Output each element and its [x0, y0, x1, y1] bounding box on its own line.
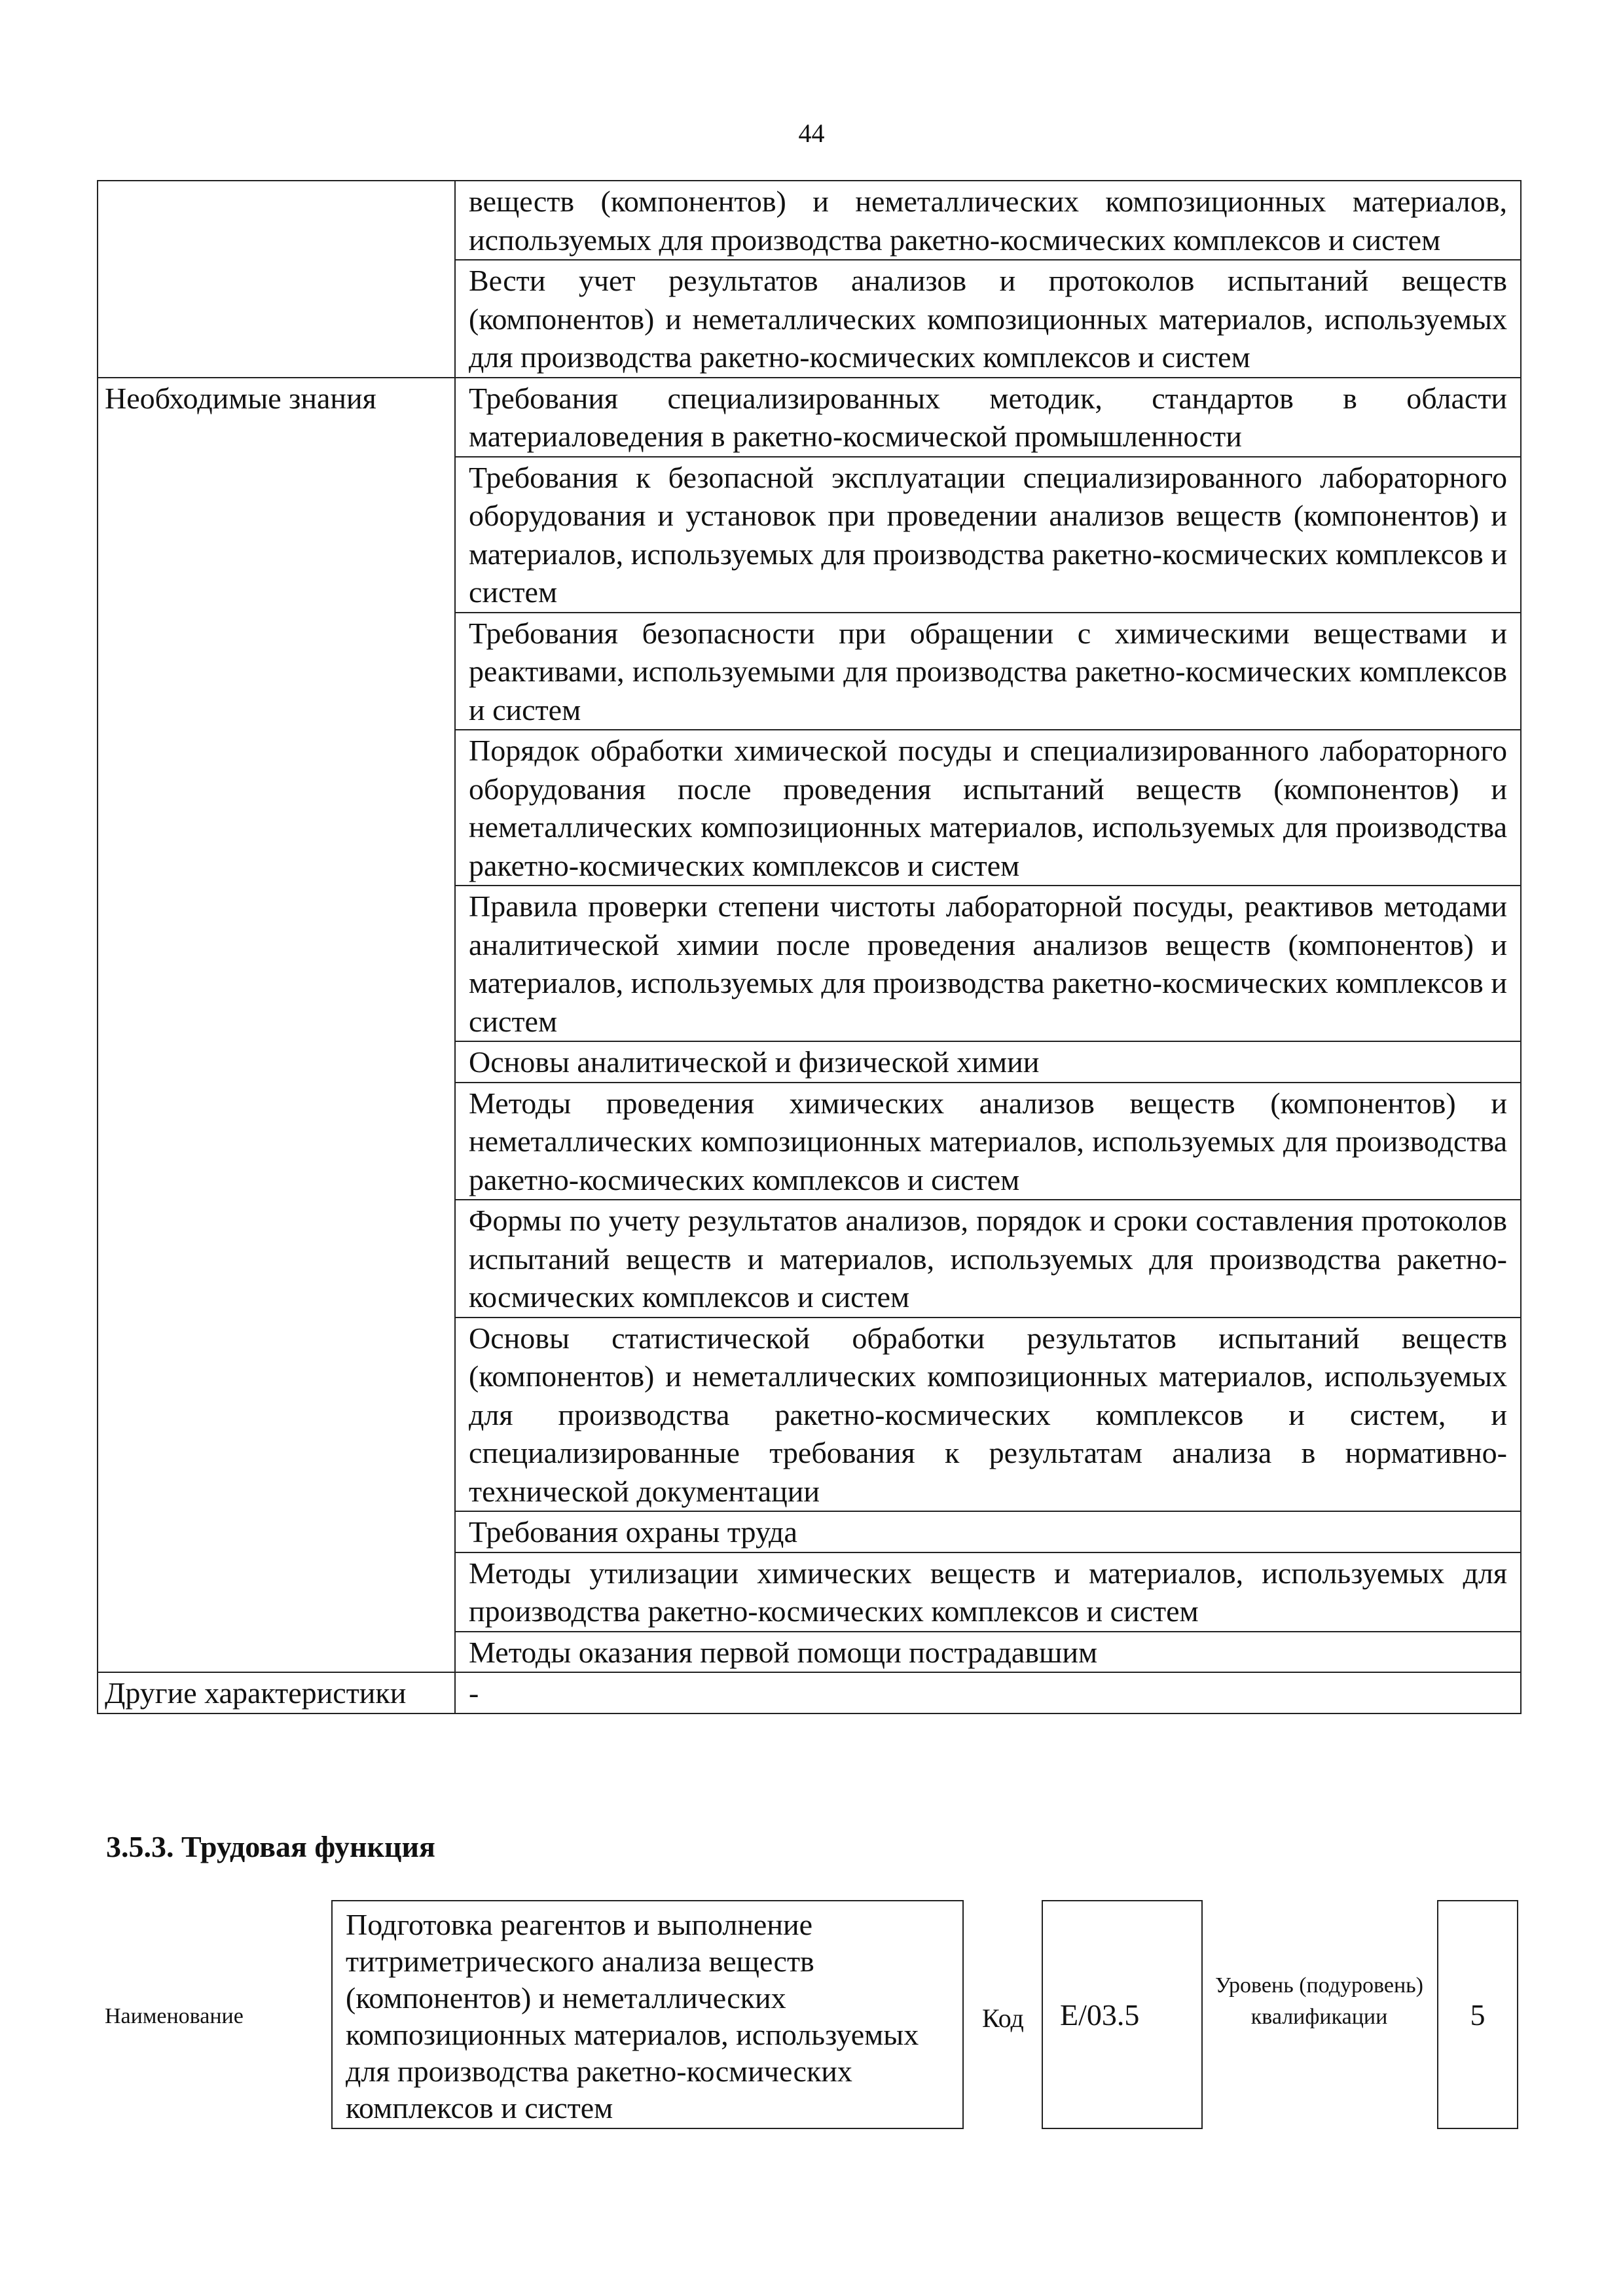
page-number: 44 [798, 118, 825, 148]
row-text: Порядок обработки химической посуды и специализированного лабораторного оборудования после проведения испытаний веществ (компонентов) и неметаллических композиционных материалов, используемых для производства ракетно-космических комплексов и систем [455, 730, 1521, 886]
row-text: Основы статистической обработки результатов испытаний веществ (компонентов) и неметаллических композиционных материалов, используемых для производства ракетно-космических комплексов и систем, и специализированные требования к результатам анализа в нормативно-технической документации [455, 1318, 1521, 1512]
knowledge-table [97, 180, 1522, 1714]
section-heading: 3.5.3. Трудовая функция [106, 1830, 435, 1863]
row-text: Требования специализированных методик, стандартов в области материаловедения в ракетно-космической промышленности [455, 378, 1521, 457]
function-code-box: E/03.5 [1042, 1900, 1203, 2129]
qualification-level-label: Уровень (подуровень) квалификации [1214, 1973, 1424, 2029]
row-text: Методы оказания первой помощи пострадавшим [455, 1632, 1521, 1673]
required-knowledge-label: Необходимые знания [98, 378, 455, 1673]
code-label: Код [982, 2003, 1024, 2033]
row-text: Вести учет результатов анализов и протоколов испытаний веществ (компонентов) и неметаллических композиционных материалов, используемых для производства ракетно-космических комплексов и систем [455, 260, 1521, 378]
function-name-box: Подготовка реагентов и выполнение титриметрического анализа веществ (компонентов) и неметаллических композиционных материалов, используемых для производства ракетно-космических комплексов и систем [331, 1900, 964, 2129]
row-text: Методы утилизации химических веществ и материалов, используемых для производства ракетно-космических комплексов и систем [455, 1552, 1521, 1632]
row-text: Методы проведения химических анализов веществ (компонентов) и неметаллических композиционных материалов, используемых для производства ракетно-космических комплексов и систем [455, 1083, 1521, 1200]
row-text: Формы по учету результатов анализов, порядок и сроки составления протоколов испытаний веществ и материалов, используемых для производства ракетно-космических комплексов и систем [455, 1200, 1521, 1318]
other-characteristics-value: - [455, 1672, 1521, 1713]
row-text: Основы аналитической и физической химии [455, 1041, 1521, 1083]
qualification-level-box: 5 [1437, 1900, 1518, 2129]
table-row [98, 260, 1521, 378]
name-label: Наименование [105, 2004, 244, 2028]
table-row [98, 1672, 1521, 1713]
other-characteristics-label: Другие характеристики [98, 1672, 455, 1713]
row-label [98, 260, 455, 378]
row-text: Требования безопасности при обращении с химическими веществами и реактивами, используемыми для производства ракетно-космических комплексов и систем [455, 613, 1521, 730]
row-text: веществ (компонентов) и неметаллических композиционных материалов, используемых для производства ракетно-космических комплексов и систем [455, 181, 1521, 260]
row-text: Правила проверки степени чистоты лабораторной посуды, реактивов методами аналитической химии после проведения анализов веществ (компонентов) и материалов, используемых для производства ракетно-космических комплексов и систем [455, 886, 1521, 1041]
table-row [98, 181, 1521, 260]
row-text: Требования к безопасной эксплуатации специализированного лабораторного оборудования и установок при проведении анализов веществ (компонентов) и материалов, используемых для производства ракетно-космических комплексов и систем [455, 457, 1521, 613]
row-text: Требования охраны труда [455, 1511, 1521, 1552]
table-row [98, 378, 1521, 457]
row-label [98, 181, 455, 260]
